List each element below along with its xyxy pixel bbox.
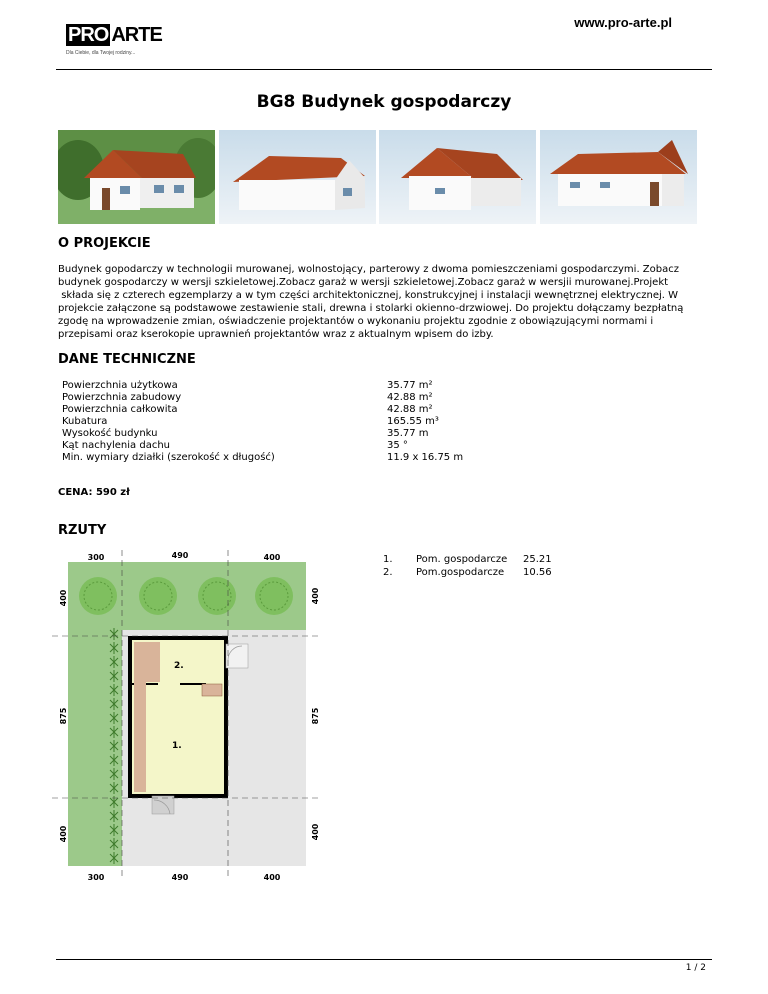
project-description: Budynek gopodarczy w technologii murowanej, wolnostojący, parterowy z dwoma pomieszczeniami gospodarczymi. Zobacz budynek gospodarczy w wersji szkieletowej.Zobacz garaż w wersji szkieletowej.Zobacz garaż w wersjii murowanej.Projekt składa się z czterech egzemplarzy a w tym części architektonicznej, konstrukcyjnej i instalacji wewnętrznej elektrycznej. W projekcie załączone są podstawowe zestawienie stali, drewna i stolarki okienno-drzwiowej. Do projektu dołączamy bezpłatną zgodę na wprowadzenie zmian, oświadczenie projektantów o wykonaniu projektu zgodnie z obowiązującymi normami i przepisami oraz kserokopie uprawnień projektantów wraz z aktualnym wpisem do izby.: [58, 264, 684, 340]
spec-label: Wysokość budynku: [62, 428, 158, 439]
building-render-side: [219, 130, 376, 224]
site-plan: [52, 550, 328, 882]
dim-top: 300: [87, 553, 105, 562]
spec-label: Kubatura: [62, 416, 108, 427]
dim-top: 400: [263, 553, 281, 562]
logo-tagline: Dla Ciebie, dla Twojej rodziny...: [66, 50, 136, 56]
dim-left: 400: [59, 825, 68, 843]
room-label: 1.: [172, 741, 182, 751]
shelving: [134, 642, 146, 792]
tree-icon: [255, 577, 293, 615]
tree-icon: [198, 577, 236, 615]
spec-row: [62, 452, 502, 464]
logo-text-rest: ARTE: [111, 24, 162, 46]
spec-label: Powierzchnia całkowita: [62, 404, 178, 415]
room-row: [383, 553, 552, 566]
room-number: 1.: [383, 554, 393, 565]
dim-left: 875: [59, 707, 68, 725]
dim-bottom: 490: [171, 873, 189, 882]
technical-table: [62, 380, 502, 464]
page-number: 1 / 2: [685, 963, 706, 973]
dim-right: 400: [311, 587, 320, 605]
room-name: Pom. gospodarcze: [416, 554, 508, 565]
spec-row: [62, 404, 502, 416]
spec-row: [62, 380, 502, 392]
room-row: [383, 566, 552, 579]
dim-right: 400: [311, 823, 320, 841]
footer-rule: [56, 959, 712, 960]
spec-row: [62, 392, 502, 404]
spec-row: [62, 416, 502, 428]
spec-value: 35.77 m²: [387, 380, 433, 391]
spec-value: 35.77 m: [387, 428, 429, 439]
room-area: 25.21: [523, 554, 552, 565]
building-render-back-side: [540, 130, 697, 224]
tree-icon: [79, 577, 117, 615]
dim-right: 875: [311, 707, 320, 725]
spec-value: 42.88 m²: [387, 404, 433, 415]
spec-value: 42.88 m²: [387, 392, 433, 403]
about-heading: O PROJEKCIE: [58, 236, 151, 251]
spec-label: Powierzchnia użytkowa: [62, 380, 178, 391]
spec-label: Powierzchnia zabudowy: [62, 392, 182, 403]
dim-bottom: 400: [263, 873, 281, 882]
dim-left: 400: [59, 589, 68, 607]
dim-top: 490: [171, 551, 189, 560]
building-render-rear: [379, 130, 536, 224]
tree-icon: [139, 577, 177, 615]
spec-value: 11.9 x 16.75 m: [387, 452, 464, 463]
proarte-logo: [66, 24, 162, 64]
room-list: [383, 553, 552, 579]
header-rule: [56, 69, 712, 70]
room-name: Pom.gospodarcze: [416, 567, 505, 578]
spec-row: [62, 428, 502, 440]
room-label: 2.: [174, 661, 184, 671]
spec-value: 165.55 m³: [387, 416, 439, 427]
spec-label: Min. wymiary działki (szerokość x długość): [62, 452, 275, 463]
building-render-front: [58, 130, 215, 224]
dim-bottom: 300: [87, 873, 105, 882]
logo-text-boxed: PRO: [68, 24, 109, 46]
price: CENA: 590 zł: [58, 487, 130, 498]
spec-label: Kąt nachylenia dachu: [62, 440, 171, 451]
plans-heading: RZUTY: [58, 523, 107, 538]
technical-heading: DANE TECHNICZNE: [58, 352, 196, 367]
room-area: 10.56: [523, 567, 552, 578]
website-url[interactable]: www.pro-arte.pl: [574, 15, 672, 30]
room-number: 2.: [383, 567, 393, 578]
spec-row: [62, 440, 502, 452]
page-title: BG8 Budynek gospodarczy: [256, 92, 512, 112]
spec-value: 35 °: [387, 440, 408, 451]
